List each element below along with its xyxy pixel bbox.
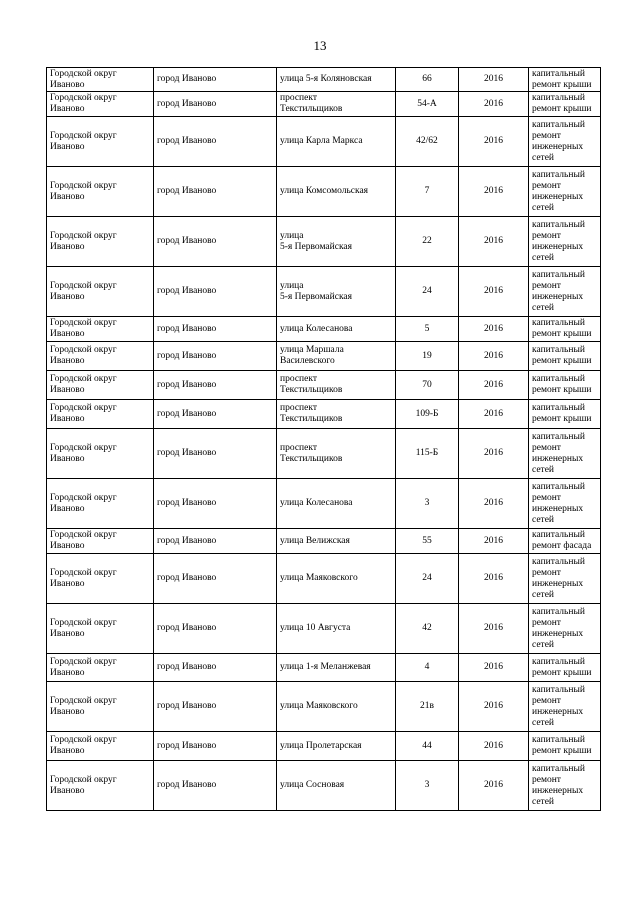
- district-cell-line: Городской округ: [50, 403, 117, 413]
- district-cell: [47, 761, 154, 811]
- city-cell: город Иваново: [154, 682, 277, 732]
- district-cell-line: Иваново: [50, 291, 85, 302]
- year-cell: 2016: [459, 317, 529, 342]
- district-cell-line: Иваново: [50, 104, 85, 114]
- work-type-cell: [529, 654, 601, 682]
- work-type-cell-line: ремонт: [532, 492, 561, 503]
- house-number-cell: 109-Б: [396, 400, 459, 429]
- work-type-cell: [529, 267, 601, 317]
- work-type-cell: [529, 117, 601, 167]
- year-cell: 2016: [459, 117, 529, 167]
- work-type-cell-line: сетей: [532, 252, 555, 263]
- district-cell-line: Иваново: [50, 541, 85, 551]
- work-type-cell-line: ремонт крыши: [532, 104, 592, 114]
- street-cell-line: Текстильщиков: [280, 414, 343, 424]
- street-cell-line: улица Велижская: [280, 535, 350, 546]
- district-cell: [47, 117, 154, 167]
- district-cell-line: Иваново: [50, 141, 85, 152]
- year-cell: 2016: [459, 92, 529, 117]
- work-type-cell-line: капитальный: [532, 374, 585, 384]
- work-type-cell: [529, 682, 601, 732]
- city-cell: город Иваново: [154, 429, 277, 479]
- table-row: [47, 604, 601, 654]
- district-cell: [47, 682, 154, 732]
- street-cell-line: улица Маяковского: [280, 573, 358, 583]
- house-number-cell: 42/62: [396, 117, 459, 167]
- work-type-cell-line: инженерных: [532, 578, 584, 589]
- street-cell: [277, 529, 396, 554]
- district-cell: [47, 654, 154, 682]
- house-number-cell: 55: [396, 529, 459, 554]
- district-cell-line: Городской округ: [50, 656, 117, 667]
- district-cell: [47, 217, 154, 267]
- work-type-cell-line: капитальный: [532, 169, 585, 180]
- work-type-cell-line: сетей: [532, 639, 555, 650]
- table-row: [47, 217, 601, 267]
- table-row: [47, 342, 601, 371]
- work-type-cell-line: капитальный: [532, 606, 585, 617]
- table-body: [47, 68, 601, 811]
- year-cell: 2016: [459, 371, 529, 400]
- street-cell-line: улица Маршала: [280, 345, 344, 355]
- street-cell-line: проспект: [280, 442, 317, 453]
- city-cell: город Иваново: [154, 761, 277, 811]
- work-type-cell-line: капитальный: [532, 656, 585, 667]
- district-cell-line: Иваново: [50, 785, 85, 796]
- street-cell-line: улица Колесанова: [280, 323, 353, 334]
- district-cell: [47, 267, 154, 317]
- work-type-cell-line: капитальный: [532, 556, 585, 567]
- street-cell: [277, 429, 396, 479]
- work-type-cell: [529, 479, 601, 529]
- street-cell: [277, 732, 396, 761]
- street-cell-line: улица 5-я Коляновская: [280, 74, 372, 84]
- work-type-cell-line: сетей: [532, 152, 555, 163]
- year-cell: 2016: [459, 479, 529, 529]
- work-type-cell: [529, 342, 601, 371]
- district-cell-line: Иваново: [50, 453, 85, 464]
- work-type-cell: [529, 554, 601, 604]
- work-type-cell-line: сетей: [532, 796, 555, 807]
- street-cell: [277, 217, 396, 267]
- year-cell: 2016: [459, 529, 529, 554]
- year-cell: 2016: [459, 429, 529, 479]
- district-cell-line: Иваново: [50, 503, 85, 514]
- table-row: [47, 317, 601, 342]
- year-cell: 2016: [459, 761, 529, 811]
- year-cell: 2016: [459, 267, 529, 317]
- work-type-cell-line: инженерных: [532, 628, 584, 639]
- table-row: [47, 761, 601, 811]
- street-cell-line: улица Пролетарская: [280, 740, 362, 751]
- district-cell-line: Городской округ: [50, 774, 117, 785]
- work-type-cell-line: инженерных: [532, 706, 584, 717]
- work-type-cell: [529, 400, 601, 429]
- street-cell-line: Василевского: [280, 356, 335, 366]
- street-cell-line: улица Маяковского: [280, 701, 358, 711]
- table-row: [47, 554, 601, 604]
- table-row: [47, 167, 601, 217]
- city-cell: город Иваново: [154, 371, 277, 400]
- street-cell-line: проспект: [280, 403, 317, 413]
- table-row: [47, 529, 601, 554]
- house-number-cell: 115-Б: [396, 429, 459, 479]
- work-type-cell-line: сетей: [532, 202, 555, 213]
- street-cell-line: улица 1-я Меланжевая: [280, 662, 371, 672]
- work-type-cell-line: ремонт: [532, 617, 561, 628]
- district-cell-line: Городской округ: [50, 318, 117, 328]
- house-number-cell: 19: [396, 342, 459, 371]
- district-cell-line: Иваново: [50, 79, 85, 90]
- district-cell-line: Городской округ: [50, 68, 117, 79]
- work-type-cell-line: капитальный: [532, 219, 585, 230]
- street-cell-line: 5-я Первомайская: [280, 291, 352, 302]
- work-type-cell: [529, 167, 601, 217]
- house-number-cell: 42: [396, 604, 459, 654]
- street-cell: [277, 371, 396, 400]
- work-type-cell: [529, 317, 601, 342]
- work-type-cell-line: ремонт крыши: [532, 667, 592, 678]
- district-cell: [47, 371, 154, 400]
- work-type-cell-line: капитальный: [532, 269, 585, 280]
- work-type-cell-line: сетей: [532, 302, 555, 313]
- house-number-cell: 3: [396, 761, 459, 811]
- table-row: [47, 68, 601, 92]
- street-cell: [277, 682, 396, 732]
- house-number-cell: 22: [396, 217, 459, 267]
- street-cell-line: улица Карла Маркса: [280, 136, 363, 146]
- street-cell: [277, 117, 396, 167]
- work-type-cell-line: ремонт крыши: [532, 746, 592, 756]
- street-cell-line: Текстильщиков: [280, 453, 343, 464]
- district-cell-line: Иваново: [50, 578, 85, 589]
- work-type-cell-line: сетей: [532, 717, 555, 728]
- work-type-cell-line: инженерных: [532, 141, 584, 152]
- street-cell-line: улица Колесанова: [280, 498, 353, 508]
- street-cell-line: улица: [280, 280, 304, 291]
- street-cell-line: проспект: [280, 374, 317, 384]
- work-type-cell-line: капитальный: [532, 119, 585, 130]
- work-type-cell-line: ремонт крыши: [532, 329, 592, 339]
- street-cell: [277, 400, 396, 429]
- city-cell: город Иваново: [154, 529, 277, 554]
- table-row: [47, 682, 601, 732]
- work-type-cell-line: ремонт: [532, 130, 561, 141]
- district-cell-line: Городской округ: [50, 567, 117, 578]
- district-cell-line: Городской округ: [50, 442, 117, 453]
- work-type-cell: [529, 529, 601, 554]
- work-type-cell-line: капитальный: [532, 318, 585, 328]
- work-type-cell-line: капитальный: [532, 431, 585, 442]
- district-cell: [47, 342, 154, 371]
- house-number-cell: 24: [396, 554, 459, 604]
- street-cell-line: улица Комсомольская: [280, 186, 369, 196]
- district-cell-line: Городской округ: [50, 695, 117, 706]
- district-cell: [47, 68, 154, 92]
- city-cell: город Иваново: [154, 604, 277, 654]
- work-type-cell-line: инженерных: [532, 291, 584, 302]
- year-cell: 2016: [459, 732, 529, 761]
- district-cell: [47, 732, 154, 761]
- table-row: [47, 429, 601, 479]
- year-cell: 2016: [459, 654, 529, 682]
- work-type-cell-line: сетей: [532, 514, 555, 525]
- table-row: [47, 92, 601, 117]
- street-cell: [277, 267, 396, 317]
- house-number-cell: 66: [396, 68, 459, 92]
- district-cell-line: Иваново: [50, 706, 85, 717]
- work-type-cell-line: ремонт крыши: [532, 385, 592, 395]
- street-cell: [277, 92, 396, 117]
- street-cell-line: улица Сосновая: [280, 780, 345, 790]
- house-number-cell: 7: [396, 167, 459, 217]
- work-type-cell: [529, 732, 601, 761]
- street-cell: [277, 167, 396, 217]
- year-cell: 2016: [459, 68, 529, 92]
- district-cell: [47, 92, 154, 117]
- city-cell: город Иваново: [154, 479, 277, 529]
- year-cell: 2016: [459, 682, 529, 732]
- table-row: [47, 400, 601, 429]
- table-row: [47, 117, 601, 167]
- work-type-cell-line: капитальный: [532, 68, 585, 79]
- work-type-cell-line: капитальный: [532, 481, 585, 492]
- table-row: [47, 267, 601, 317]
- work-type-cell-line: инженерных: [532, 241, 584, 252]
- district-cell-line: Иваново: [50, 385, 85, 395]
- work-type-cell-line: инженерных: [532, 453, 584, 464]
- house-number-cell: 21в: [396, 682, 459, 732]
- district-cell-line: Городской округ: [50, 735, 117, 745]
- work-type-cell-line: капитальный: [532, 93, 585, 103]
- work-type-cell-line: инженерных: [532, 785, 584, 796]
- district-cell-line: Иваново: [50, 414, 85, 424]
- district-cell-line: Городской округ: [50, 93, 117, 103]
- district-cell-line: Иваново: [50, 241, 85, 252]
- work-type-cell-line: сетей: [532, 464, 555, 475]
- street-cell-line: улица: [280, 230, 304, 241]
- work-type-cell: [529, 371, 601, 400]
- district-cell-line: Городской округ: [50, 492, 117, 503]
- work-type-cell-line: ремонт крыши: [532, 414, 592, 424]
- city-cell: город Иваново: [154, 654, 277, 682]
- district-cell-line: Иваново: [50, 667, 85, 678]
- house-number-cell: 4: [396, 654, 459, 682]
- district-cell-line: Городской округ: [50, 530, 117, 540]
- district-cell: [47, 604, 154, 654]
- work-type-cell: [529, 217, 601, 267]
- work-type-cell-line: капитальный: [532, 735, 585, 745]
- district-cell-line: Городской округ: [50, 280, 117, 291]
- house-number-cell: 3: [396, 479, 459, 529]
- work-type-cell-line: инженерных: [532, 503, 584, 514]
- house-number-cell: 5: [396, 317, 459, 342]
- street-cell-line: улица 10 Августа: [280, 623, 351, 633]
- district-cell-line: Иваново: [50, 746, 85, 756]
- district-cell-line: Иваново: [50, 356, 85, 366]
- work-type-cell: [529, 68, 601, 92]
- year-cell: 2016: [459, 604, 529, 654]
- work-type-cell-line: ремонт: [532, 774, 561, 785]
- work-type-cell-line: инженерных: [532, 191, 584, 202]
- district-cell: [47, 400, 154, 429]
- district-cell-line: Иваново: [50, 191, 85, 202]
- house-number-cell: 24: [396, 267, 459, 317]
- street-cell-line: 5-я Первомайская: [280, 241, 352, 252]
- house-number-cell: 54-А: [396, 92, 459, 117]
- district-cell-line: Городской округ: [50, 617, 117, 628]
- district-cell: [47, 167, 154, 217]
- district-cell-line: Городской округ: [50, 345, 117, 355]
- work-type-cell-line: ремонт: [532, 442, 561, 453]
- work-type-cell-line: ремонт: [532, 695, 561, 706]
- table-row: [47, 654, 601, 682]
- table-row: [47, 732, 601, 761]
- city-cell: город Иваново: [154, 68, 277, 92]
- street-cell: [277, 342, 396, 371]
- house-number-cell: 44: [396, 732, 459, 761]
- work-type-cell-line: ремонт крыши: [532, 356, 592, 366]
- table-row: [47, 479, 601, 529]
- year-cell: 2016: [459, 554, 529, 604]
- district-cell-line: Иваново: [50, 329, 85, 339]
- work-type-cell: [529, 429, 601, 479]
- street-cell-line: Текстильщиков: [280, 385, 343, 395]
- page-number: 13: [313, 38, 327, 53]
- work-type-cell-line: ремонт: [532, 280, 561, 291]
- city-cell: город Иваново: [154, 342, 277, 371]
- work-type-cell-line: ремонт: [532, 567, 561, 578]
- street-cell: [277, 554, 396, 604]
- district-cell: [47, 529, 154, 554]
- city-cell: город Иваново: [154, 400, 277, 429]
- street-cell: [277, 68, 396, 92]
- work-type-cell: [529, 92, 601, 117]
- city-cell: город Иваново: [154, 732, 277, 761]
- year-cell: 2016: [459, 167, 529, 217]
- work-type-cell-line: ремонт крыши: [532, 79, 592, 90]
- work-type-cell-line: ремонт: [532, 230, 561, 241]
- street-cell-line: Текстильщиков: [280, 104, 343, 114]
- street-cell: [277, 604, 396, 654]
- work-type-cell: [529, 604, 601, 654]
- work-type-cell-line: капитальный: [532, 684, 585, 695]
- city-cell: город Иваново: [154, 117, 277, 167]
- street-cell: [277, 479, 396, 529]
- district-cell: [47, 429, 154, 479]
- work-type-cell-line: капитальный: [532, 763, 585, 774]
- district-cell-line: Городской округ: [50, 230, 117, 241]
- street-cell: [277, 317, 396, 342]
- city-cell: город Иваново: [154, 92, 277, 117]
- work-type-cell-line: капитальный: [532, 345, 585, 355]
- work-type-cell-line: ремонт фасада: [532, 541, 592, 551]
- work-type-cell-line: капитальный: [532, 403, 585, 413]
- city-cell: город Иваново: [154, 554, 277, 604]
- work-type-cell-line: ремонт: [532, 180, 561, 191]
- city-cell: город Иваново: [154, 167, 277, 217]
- district-cell: [47, 554, 154, 604]
- district-cell: [47, 479, 154, 529]
- house-number-cell: 70: [396, 371, 459, 400]
- city-cell: город Иваново: [154, 217, 277, 267]
- district-cell-line: Городской округ: [50, 180, 117, 191]
- work-type-cell: [529, 761, 601, 811]
- work-type-cell-line: сетей: [532, 589, 555, 600]
- district-cell-line: Городской округ: [50, 130, 117, 141]
- year-cell: 2016: [459, 400, 529, 429]
- district-cell-line: Городской округ: [50, 374, 117, 384]
- city-cell: город Иваново: [154, 267, 277, 317]
- table-row: [47, 371, 601, 400]
- repair-schedule-table: [46, 67, 601, 811]
- district-cell-line: Иваново: [50, 628, 85, 639]
- district-cell: [47, 317, 154, 342]
- street-cell: [277, 761, 396, 811]
- street-cell: [277, 654, 396, 682]
- work-type-cell-line: капитальный: [532, 530, 585, 540]
- year-cell: 2016: [459, 217, 529, 267]
- city-cell: город Иваново: [154, 317, 277, 342]
- year-cell: 2016: [459, 342, 529, 371]
- street-cell-line: проспект: [280, 93, 317, 103]
